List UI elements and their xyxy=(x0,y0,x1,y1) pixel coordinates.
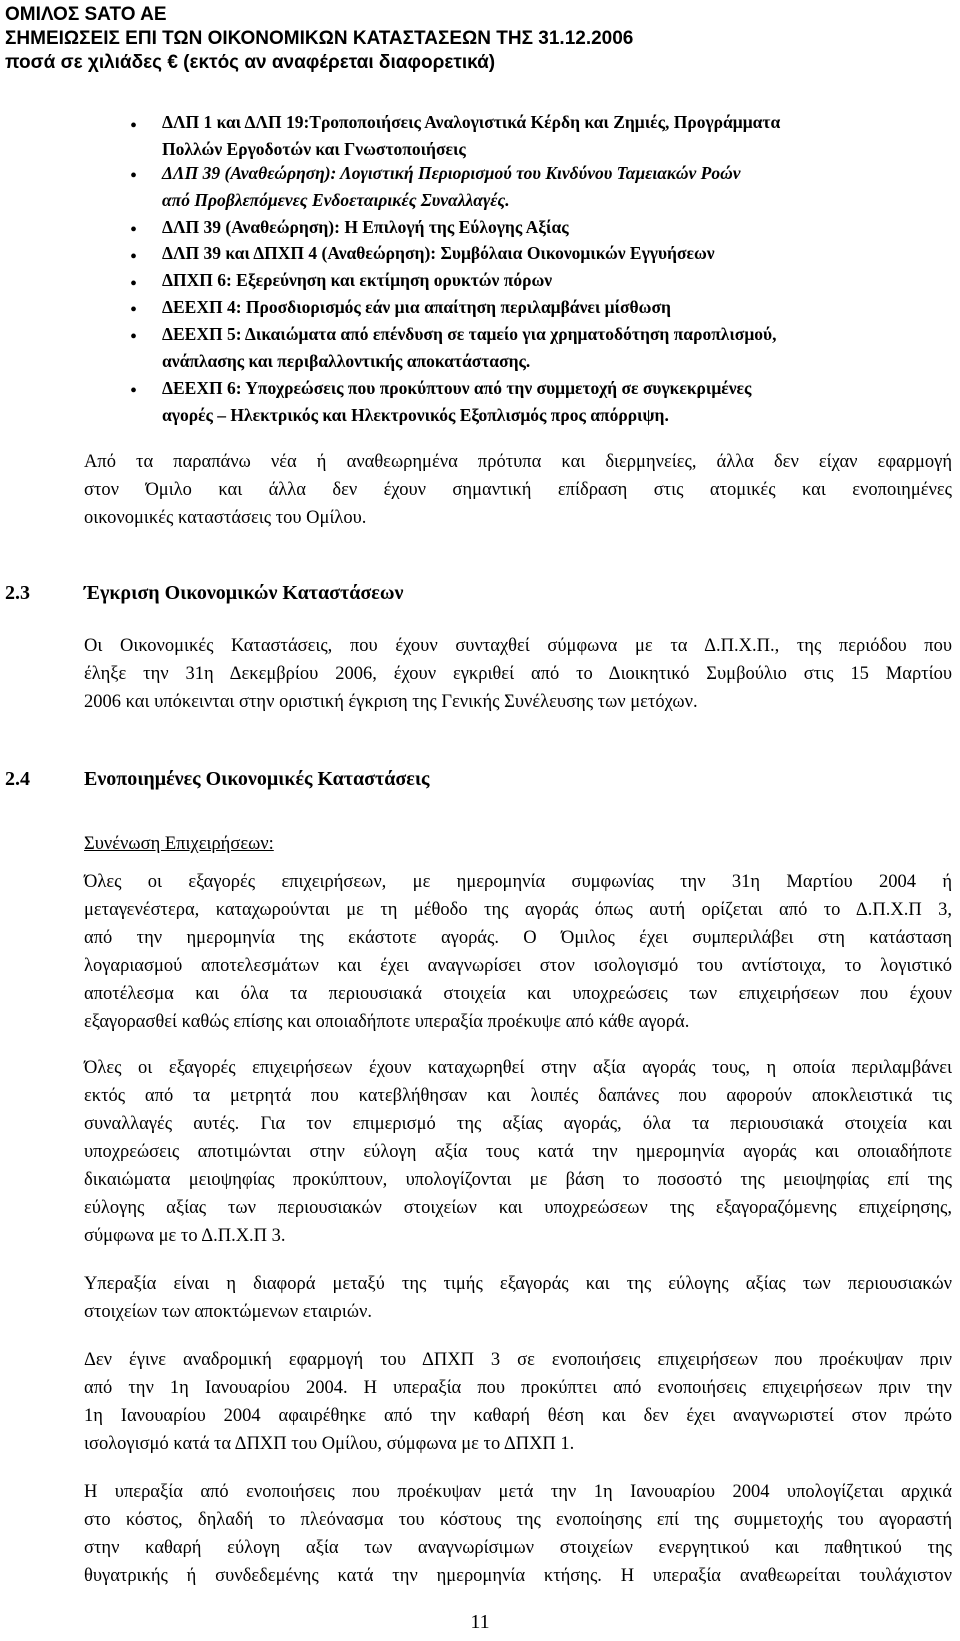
bullet-icon: • xyxy=(130,326,138,348)
list-item: ΔΠΧΠ 6: Εξερεύνηση και εκτίμηση ορυκτών πόρων xyxy=(162,270,553,290)
currency-note: ποσά σε χιλιάδες € (εκτός αν αναφέρεται διαφορετικά) xyxy=(5,52,496,73)
text-line: συναλλαγές αυτές. Για τον επιμερισμό της αξίας αγοράς, όλα τα περιουσιακά στοιχεία και xyxy=(84,1114,952,1134)
text-line: ισολογισμό κατά τα ΔΠΧΠ του Ομίλου, σύμφωνα με το ΔΠΧΠ 1. xyxy=(84,1434,575,1454)
subheading: Συνένωση Επιχειρήσεων: xyxy=(84,834,274,854)
text-line: Η υπεραξία από ενοποιήσεις που προέκυψαν μετά την 1η Ιανουαρίου 2004 υπολογίζεται αρχικά xyxy=(84,1482,952,1502)
list-item: ΔΛΠ 1 και ΔΛΠ 19:Τροποποιήσεις Αναλογιστικά Κέρδη και Ζημιές, Προγράμματα xyxy=(162,112,781,132)
text-line: 1η Ιανουαρίου 2004 αφαιρέθηκε από την καθαρή θέση και δεν έχει αναγνωριστεί στον πρώτο xyxy=(84,1406,952,1426)
section-number: 2.4 xyxy=(5,768,30,790)
text-line: οικονομικές καταστάσεις του Ομίλου. xyxy=(84,508,367,528)
list-item-continuation: Πολλών Εργοδοτών και Γνωστοποιήσεις xyxy=(162,139,466,159)
page-number: 11 xyxy=(470,1611,490,1633)
list-item: ΔΕΕΧΠ 5: Δικαιώματα από επένδυση σε ταμείο για χρηματοδότηση παροπλισμού, xyxy=(162,324,777,344)
text-line: θυγατρικής ή συνδεδεμένης κατά την ημερομηνία κτήσης. Η υπεραξία αναθεωρείται τουλάχιστον xyxy=(84,1566,952,1586)
text-line: Όλες οι εξαγορές επιχειρήσεων, με ημερομηνία συμφωνίας την 31η Μαρτίου 2004 ή xyxy=(84,872,952,892)
text-line: έληξε την 31η Δεκεμβρίου 2006, έχουν εγκριθεί από το Διοικητικό Συμβούλιο στις 15 Μαρτίου xyxy=(84,664,952,684)
section-number: 2.3 xyxy=(5,582,30,604)
text-line: εύλογης αξίας των περιουσιακών στοιχείων και υποχρεώσεων της εξαγοραζόμενης επιχείρησης, xyxy=(84,1198,952,1218)
bullet-icon: • xyxy=(130,273,138,295)
text-line: από την 1η Ιανουαρίου 2004. Η υπεραξία που προκύπτει από ενοποιήσεις επιχειρήσεων πριν την xyxy=(84,1378,952,1398)
bullet-icon: • xyxy=(130,246,138,268)
text-line: εξαγορασθεί καθώς επίσης και οποιαδήποτε υπεραξία προέκυψε από κάθε αγορά. xyxy=(84,1012,690,1032)
text-line: Από τα παραπάνω νέα ή αναθεωρημένα πρότυπα και διερμηνείες, άλλα δεν είχαν εφαρμογή xyxy=(84,452,952,472)
text-line: μεταγενέστερα, καταχωρούνται με τη μέθοδο της αγοράς όπως αυτή ορίζεται από το Δ.Π.Χ.Π 3, xyxy=(84,900,952,920)
text-line: υποχρεώσεις αποτιμώνται στην εύλογη αξία τους κατά την ημερομηνία αγοράς και οποιαδήποτε xyxy=(84,1142,952,1162)
list-item-continuation: ανάπλασης και περιβαλλοντικής αποκατάστασης. xyxy=(162,351,531,371)
text-line: Δεν έγινε αναδρομική εφαρμογή του ΔΠΧΠ 3 σε ενοποιήσεις επιχειρήσεων που προέκυψαν πριν xyxy=(84,1350,952,1370)
text-line: αποτέλεσμα και όλα τα περιουσιακά στοιχεία και υποχρεώσεις των επιχειρήσεων που έχουν xyxy=(84,984,952,1004)
list-item: ΔΕΕΧΠ 4: Προσδιορισμός εάν μια απαίτηση περιλαμβάνει μίσθωση xyxy=(162,297,671,317)
bullet-icon: • xyxy=(130,165,138,187)
list-item-continuation: από Προβλεπόμενες Ενδοεταιρικές Συναλλαγές. xyxy=(162,190,510,210)
bullet-icon: • xyxy=(130,115,138,137)
section-title: Ενοποιημένες Οικονομικές Καταστάσεις xyxy=(84,768,430,790)
text-line: λογαριασμού αποτελεσμάτων και έχει αναγνωρίσει στον ισολογισμό του αντίστοιχα, το λογιστικό xyxy=(84,956,952,976)
list-item: ΔΛΠ 39 (Αναθεώρηση): Λογιστική Περιορισμού του Κινδύνου Ταμειακών Ροών xyxy=(162,163,741,183)
text-line: σύμφωνα με το Δ.Π.Χ.Π 3. xyxy=(84,1226,286,1246)
bullet-icon: • xyxy=(130,380,138,402)
text-line: στην καθαρή εύλογη αξία των αναγνωρίσιμων στοιχείων ενεργητικού και παθητικού της xyxy=(84,1538,952,1558)
text-line: 2006 και υπόκεινται στην οριστική έγκριση της Γενικής Συνέλευσης των μετόχων. xyxy=(84,692,698,712)
text-line: στοιχείων των αποκτώμενων εταιριών. xyxy=(84,1302,373,1322)
list-item: ΔΛΠ 39 (Αναθεώρηση): Η Επιλογή της Εύλογης Αξίας xyxy=(162,217,569,237)
text-line: στο κόστος, δηλαδή το πλεόνασμα του κόστους της ενοποίησης επί της συμμετοχής του αγοραστή xyxy=(84,1510,952,1530)
text-line: Οι Οικονομικές Καταστάσεις, που έχουν συνταχθεί σύμφωνα με τα Δ.Π.Χ.Π., της περιόδου που xyxy=(84,636,952,656)
bullet-icon: • xyxy=(130,299,138,321)
list-item: ΔΕΕΧΠ 6: Υποχρεώσεις που προκύπτουν από την συμμετοχή σε συγκεκριμένες xyxy=(162,378,752,398)
list-item: ΔΛΠ 39 και ΔΠΧΠ 4 (Αναθεώρηση): Συμβόλαια Οικονομικών Εγγυήσεων xyxy=(162,243,715,263)
bullet-icon: • xyxy=(130,219,138,241)
list-item-continuation: αγορές – Ηλεκτρικός και Ηλεκτρονικός Εξοπλισμός προς απόρριψη. xyxy=(162,405,669,425)
text-line: Υπεραξία είναι η διαφορά μεταξύ της τιμής εξαγοράς και της εύλογης αξίας των περιουσιακών xyxy=(84,1274,952,1294)
text-line: Όλες οι εξαγορές επιχειρήσεων έχουν καταχωρηθεί στην αξία αγοράς τους, η οποία περιλαμβάνει xyxy=(84,1058,952,1078)
text-line: δικαιώματα μειοψηφίας προκύπτουν, υπολογίζονται με βάση το ποσοστό της μειοψηφίας επί της xyxy=(84,1170,952,1190)
company-name: ΟΜΙΛΟΣ SATO AE xyxy=(5,4,167,25)
document-title: ΣΗΜΕΙΩΣΕΙΣ ΕΠΙ ΤΩΝ ΟΙΚΟΝΟΜΙΚΩΝ ΚΑΤΑΣΤΑΣΕΩΝ ΤΗΣ 31.12.2006 xyxy=(5,28,634,49)
section-title: Έγκριση Οικονομικών Καταστάσεων xyxy=(84,582,404,604)
text-line: στον Όμιλο και άλλα δεν έχουν σημαντική επίδραση στις ατομικές και ενοποιημένες xyxy=(84,480,952,500)
text-line: από την ημερομηνία της εκάστοτε αγοράς. Ο Όμιλος έχει συμπεριλάβει στη κατάσταση xyxy=(84,928,952,948)
text-line: εκτός από τα μετρητά που κατεβλήθησαν και λοιπές δαπάνες που αφορούν αποκλειστικά τις xyxy=(84,1086,952,1106)
